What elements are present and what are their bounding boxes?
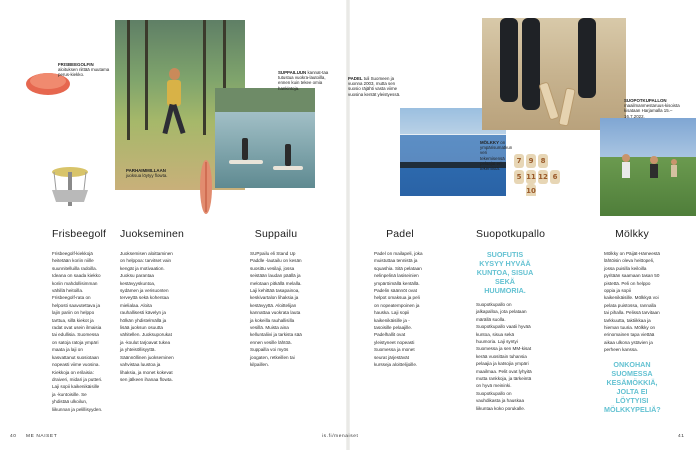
column-title: Suppailu <box>254 228 298 240</box>
column-suppailu <box>250 228 302 369</box>
column-body: Mölkky on Päijät-Hämeestä lähtöisin oleva heittopeli, jossa puisilla keiloilla pyritään saamaan tasan 50 pistettä. Peli on helppo oppia ja sopii kaikenikäisille. Mölkkyä voi pelata puistossa, rannalla tai pihalla. Pelissä tarvitaan tarkkuutta, taktiikkaa ja hieman tuuria. Mölkky on erinomainen tapa viettää aikaa ulkona ystävien ja perheen kanssa. <box>604 251 660 353</box>
caption-molkky-pins: MÖLKKY on ympärisumatkun veri tekemisensä pelaajat eri tekemistä. <box>480 140 513 172</box>
column-title: Juokseminen <box>120 228 185 240</box>
disc-golf-basket-illustration <box>40 162 100 212</box>
website-url: is.fi/menaiset <box>322 434 359 439</box>
caption-frisbee: FRISBEEGOLFIN aloituksen riittää muutama perus-kiekko. <box>58 62 110 78</box>
column-suopotkupallo <box>476 228 546 412</box>
sup-board-illustration <box>198 158 214 216</box>
magazine-name: ME NAISET <box>26 434 58 439</box>
column-juokseminen <box>120 228 185 383</box>
column-title: Frisbeegolf <box>52 228 107 240</box>
column-body: Suopotkupallo on jalkapalloa, jota pelataan märällä suolla. Suopotkupallo vaatii hyvää kuntoa, sisua sekä huumoria. Laji syntyi Suomessa ja sen MM-kisat kerää vuosittain tuhansia pelaajia ja katsojia ympäri maailmaa. Pelit ovat lyhyitä mutta rankkoja, ja tärkeintä on hyvä meininki. Suopotkupallo on vauhdikasta ja hauskaa liikuntaa koko porukalle. <box>476 302 532 411</box>
column-body: SUPpailu eli Stand Up Paddle -lautailu on kesän suosittu vesilaji, jossa seistään laudan päällä ja melotaan pitkällä melalla. Laji kehittää tasapainoa, keskivartalon lihaksia ja kestävyyttä. Aloittelijan kannattaa vuokrata lauta ja kokeilla rauhallisilla vesillä. Muista aina kelluntaliivi ja tarkista sää ennen vesille lähtöä. Suppailla voi myös joogaten, retkeillen tai kilpaillen. <box>250 251 302 368</box>
caption-padel: PADEL tuli Suomeen ja vuonna 2003, mutta sen suosio räjähti vasta viime vuosina kentät yleistyessä. <box>348 76 401 97</box>
molkky-pins-photo: 7 9 8 5 11 12 6 10 <box>512 152 572 196</box>
column-body: Juoksemisen aloittaminen on helppoa: tarvitset vain kengät ja motivaation. Juoksu parantaa kestävyyskuntoa, sydämen ja verisuonten terveyttä sekä kohentaa mielialaa. Aloita rauhallisesti kävelyn ja hölkän yhdistelmällä ja lisää juoksun osuutta vähitellen. Juoksuporukat ja -koulut tarjoavat tukea ja yhteisöllisyyttä. Säännöllinen juokseminen vahvistaa luustoa ja lihaksia, ja monet kokevat sen jälkeen ihanaa flowta. <box>120 251 174 382</box>
caption-suopotkupallo: SUOPOTKUPALLON maailmanmestaruus-kisoista kisataan Harjamalla 15.–16.7.2022. <box>624 98 680 119</box>
sup-lake-photo <box>215 88 315 188</box>
page-number-right: 41 <box>678 434 685 439</box>
column-molkky <box>604 228 660 420</box>
page-number-left: 40 <box>10 434 17 439</box>
pull-quote: ONKOHAN SUOMESSA KESÄMÖKKIÄ, JOLTA EI LÖYTYISI MÖLKKYPELIÄ? <box>604 359 661 414</box>
caption-sup: SUPPAILUUN kannat-taa tutustua vuokra-lautoilla, ennen kuin tekee omia hankintoja. <box>278 70 329 91</box>
column-padel <box>374 228 426 369</box>
column-title: Mölkky <box>615 228 649 240</box>
column-body: Padel on mailapeli, joka muistuttaa tennistä ja squashia. Sitä pelataan nelinpelinä lasiseinien ympäröimällä kentällä. Padelin säännöt ovat helpot omaksua ja peli on nopeatempoinen ja hauska. Laji sopii kaikenikäisille ja -tasoisille pelaajille. Padelhallit ovat yleistyneet nopeasti Suomessa ja monet seurat järjestävät kursseja aloittelijoille. <box>374 251 423 368</box>
page-gutter <box>346 0 350 450</box>
column-title: Padel <box>386 228 414 240</box>
column-frisbeegolf <box>52 228 107 413</box>
column-title: Suopotkupallo <box>476 228 546 240</box>
column-body: Frisbeegolf-kiekkojä heitetään koriin niille suunnitelluilla radoilla. Ideana on saada kiekko koriin mahdollisimman vähillä heitoilla. Frisbeegolf-rata on helposti saavutettava ja lajin pariin on helppo tarttua, sillä kiekot ja radat ovat usein ilmaisia tai edullisia. Suomessa on satoja ratoja ympäri maata ja laji on kasvattanut suosiotaan nopeasti viime vuosina. Kiekkoja on erilaisia: draiveri, midari ja putteri. Laji sopii kaikenikäisille ja -kuntoisille. Se yhdistää ulkoilun, liikunnan ja pelillisyyden. <box>52 251 103 412</box>
runner-figure <box>160 68 188 138</box>
caption-running: PARHAIMMILLAAN juoksua löytyy flowta. <box>126 168 168 179</box>
molkky-field-photo <box>600 118 696 216</box>
pull-quote: SUOFUTIS KYSYY HYVÄÄ KUNTOA, SISUA SEKÄ HUUMORIA. <box>476 250 534 295</box>
molkky-game-photo <box>482 18 626 130</box>
